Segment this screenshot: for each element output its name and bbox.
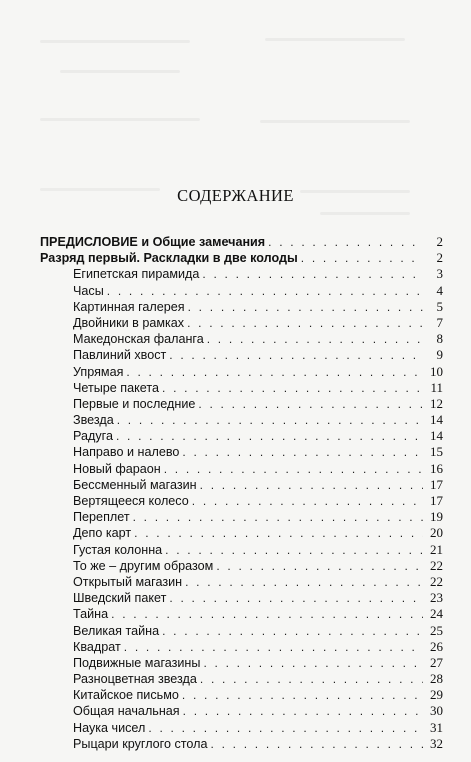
toc-leader-dots: [124, 639, 423, 655]
toc-entry[interactable]: [40, 428, 443, 444]
toc-leader-dots: [187, 315, 423, 331]
toc-page-number: 22: [430, 573, 443, 589]
toc-leader-dots: [162, 623, 423, 639]
toc-entry[interactable]: [40, 283, 443, 299]
toc-entry[interactable]: [40, 331, 443, 347]
toc-leader-dots: [185, 574, 423, 590]
toc-leader-dots: [207, 331, 423, 347]
toc-page-number: 25: [430, 622, 443, 638]
toc-page-number: 9: [436, 347, 443, 363]
toc-entry[interactable]: [40, 461, 443, 477]
toc-leader-dots: [164, 461, 423, 477]
toc-leader-dots: [198, 396, 423, 412]
toc-leader-dots: [162, 380, 423, 396]
toc-page-number: 22: [430, 557, 443, 573]
toc-entry[interactable]: [40, 493, 443, 509]
toc-leader-dots: [169, 347, 423, 363]
table-of-contents: [40, 234, 443, 752]
toc-leader-dots: [188, 299, 423, 315]
toc-leader-dots: [200, 671, 423, 687]
toc-leader-dots: [107, 283, 423, 299]
toc-entry-label: Депо карт: [73, 525, 134, 541]
toc-entry-label: Направо и налево: [73, 444, 182, 460]
toc-leader-dots: [182, 687, 423, 703]
toc-entry[interactable]: [40, 574, 443, 590]
toc-entry-label: Рыцари круглого стола: [73, 736, 211, 752]
toc-entry[interactable]: [40, 525, 443, 541]
toc-page-number: 21: [430, 541, 443, 557]
toc-leader-dots: [126, 364, 423, 380]
toc-entry-label: Китайское письмо: [73, 687, 182, 703]
toc-entry[interactable]: [40, 671, 443, 687]
toc-page-number: 5: [436, 298, 443, 314]
toc-entry-label: Египетская пирамида: [73, 266, 202, 282]
toc-entry-label: Великая тайна: [73, 623, 162, 639]
toc-entry[interactable]: [40, 655, 443, 671]
toc-entry[interactable]: [40, 380, 443, 396]
toc-leader-dots: [116, 428, 423, 444]
toc-entry-label: Переплет: [73, 509, 133, 525]
toc-page-number: 29: [430, 687, 443, 703]
toc-entry-label: Разноцветная звезда: [73, 671, 200, 687]
toc-entry-label: Подвижные магазины: [73, 655, 203, 671]
toc-leader-dots: [301, 250, 423, 266]
toc-entry-label: Звезда: [73, 412, 117, 428]
toc-entry[interactable]: [40, 477, 443, 493]
toc-entry-label: Общая начальная: [73, 703, 183, 719]
toc-entry[interactable]: [40, 542, 443, 558]
toc-entry-label: Наука чисел: [73, 720, 148, 736]
toc-entry[interactable]: [40, 509, 443, 525]
toc-leader-dots: [203, 655, 423, 671]
toc-entry[interactable]: [40, 364, 443, 380]
toc-page-number: 30: [430, 703, 443, 719]
toc-leader-dots: [211, 736, 423, 752]
toc-section-label-rest: и Общие замечания: [137, 235, 266, 249]
toc-section-label-main: ПРЕДИСЛОВИЕ: [40, 235, 138, 249]
toc-page-number: 4: [436, 282, 443, 298]
toc-page-number: 16: [430, 460, 443, 476]
toc-leader-dots: [169, 590, 423, 606]
toc-entry-label: Открытый магазин: [73, 574, 185, 590]
toc-page-number: 20: [430, 525, 443, 541]
toc-entry[interactable]: [40, 687, 443, 703]
toc-entry[interactable]: [40, 266, 443, 282]
toc-page-number: 26: [430, 638, 443, 654]
toc-leader-dots: [148, 720, 423, 736]
toc-entry[interactable]: [40, 623, 443, 639]
toc-page-number: 7: [436, 314, 443, 330]
toc-entry-label: Часы: [73, 283, 107, 299]
toc-leader-dots: [200, 477, 423, 493]
toc-entry-label: Четыре пакета: [73, 380, 162, 396]
toc-entry-label: Павлиний хвост: [73, 347, 169, 363]
toc-entry-list: [40, 266, 443, 752]
toc-entry[interactable]: [40, 299, 443, 315]
toc-entry[interactable]: [40, 396, 443, 412]
toc-page-number: 14: [430, 428, 443, 444]
toc-page-number: 10: [430, 363, 443, 379]
toc-leader-dots: [117, 412, 423, 428]
toc-entry-label: Вертящееся колесо: [73, 493, 192, 509]
toc-page-number: 27: [430, 654, 443, 670]
toc-section-label: Разряд первый. Раскладки в две колоды: [40, 250, 301, 266]
toc-leader-dots: [183, 703, 423, 719]
toc-page-number: 12: [430, 395, 443, 411]
toc-entry-label: Густая колонна: [73, 542, 165, 558]
page-title: СОДЕРЖАНИЕ: [177, 186, 294, 205]
toc-page-number: 2: [436, 234, 443, 249]
toc-page-number: 8: [436, 331, 443, 347]
toc-entry[interactable]: [40, 347, 443, 363]
toc-leader-dots: [134, 525, 423, 541]
toc-entry-label: Упрямая: [73, 364, 126, 380]
toc-leader-dots: [165, 542, 423, 558]
toc-entry-label: Картинная галерея: [73, 299, 188, 315]
toc-entry-label: Македонская фаланга: [73, 331, 207, 347]
toc-page-number: 17: [430, 493, 443, 508]
toc-entry[interactable]: [40, 412, 443, 428]
toc-entry-label: Бессменный магазин: [73, 477, 200, 493]
toc-section-label: [40, 234, 268, 250]
toc-leader-dots: [133, 509, 423, 525]
toc-page-number: 14: [430, 412, 443, 428]
toc-entry-label: Новый фараон: [73, 461, 164, 477]
toc-entry-label: Тайна: [73, 606, 111, 622]
toc-leader-dots: [202, 266, 423, 282]
toc-entry[interactable]: [40, 590, 443, 606]
toc-entry[interactable]: [40, 703, 443, 719]
toc-page-number: 15: [430, 444, 443, 460]
toc-leader-dots: [268, 234, 423, 250]
toc-entry[interactable]: [40, 736, 443, 752]
toc-section-preface[interactable]: [40, 234, 443, 250]
toc-page-number: 2: [436, 250, 443, 266]
toc-leader-dots: [182, 444, 423, 460]
toc-page-number: 28: [430, 671, 443, 687]
toc-entry[interactable]: [40, 558, 443, 574]
toc-entry[interactable]: [40, 639, 443, 655]
toc-entry-label: То же – другим образом: [73, 558, 216, 574]
toc-entry-label: Первые и последние: [73, 396, 198, 412]
toc-entry-label: Двойники в рамках: [73, 315, 187, 331]
toc-entry-label: Квадрат: [73, 639, 124, 655]
toc-entry-label: Радуга: [73, 428, 116, 444]
toc-entry-label: Шведский пакет: [73, 590, 169, 606]
toc-page-number: 11: [430, 379, 443, 395]
toc-entry[interactable]: [40, 720, 443, 736]
toc-leader-dots: [216, 558, 423, 574]
toc-page-number: 24: [430, 606, 443, 622]
toc-leader-dots: [111, 606, 423, 622]
toc-page-number: 31: [430, 719, 443, 735]
toc-entry[interactable]: [40, 315, 443, 331]
toc-entry[interactable]: [40, 606, 443, 622]
toc-entry[interactable]: [40, 444, 443, 460]
toc-page-number: 17: [430, 476, 443, 492]
toc-page-number: 23: [430, 590, 443, 606]
toc-page-number: 3: [436, 266, 443, 282]
toc-leader-dots: [192, 493, 423, 509]
toc-page-number: 19: [430, 509, 443, 525]
toc-page-number: 32: [430, 735, 443, 751]
toc-section-part-one[interactable]: [40, 250, 443, 266]
